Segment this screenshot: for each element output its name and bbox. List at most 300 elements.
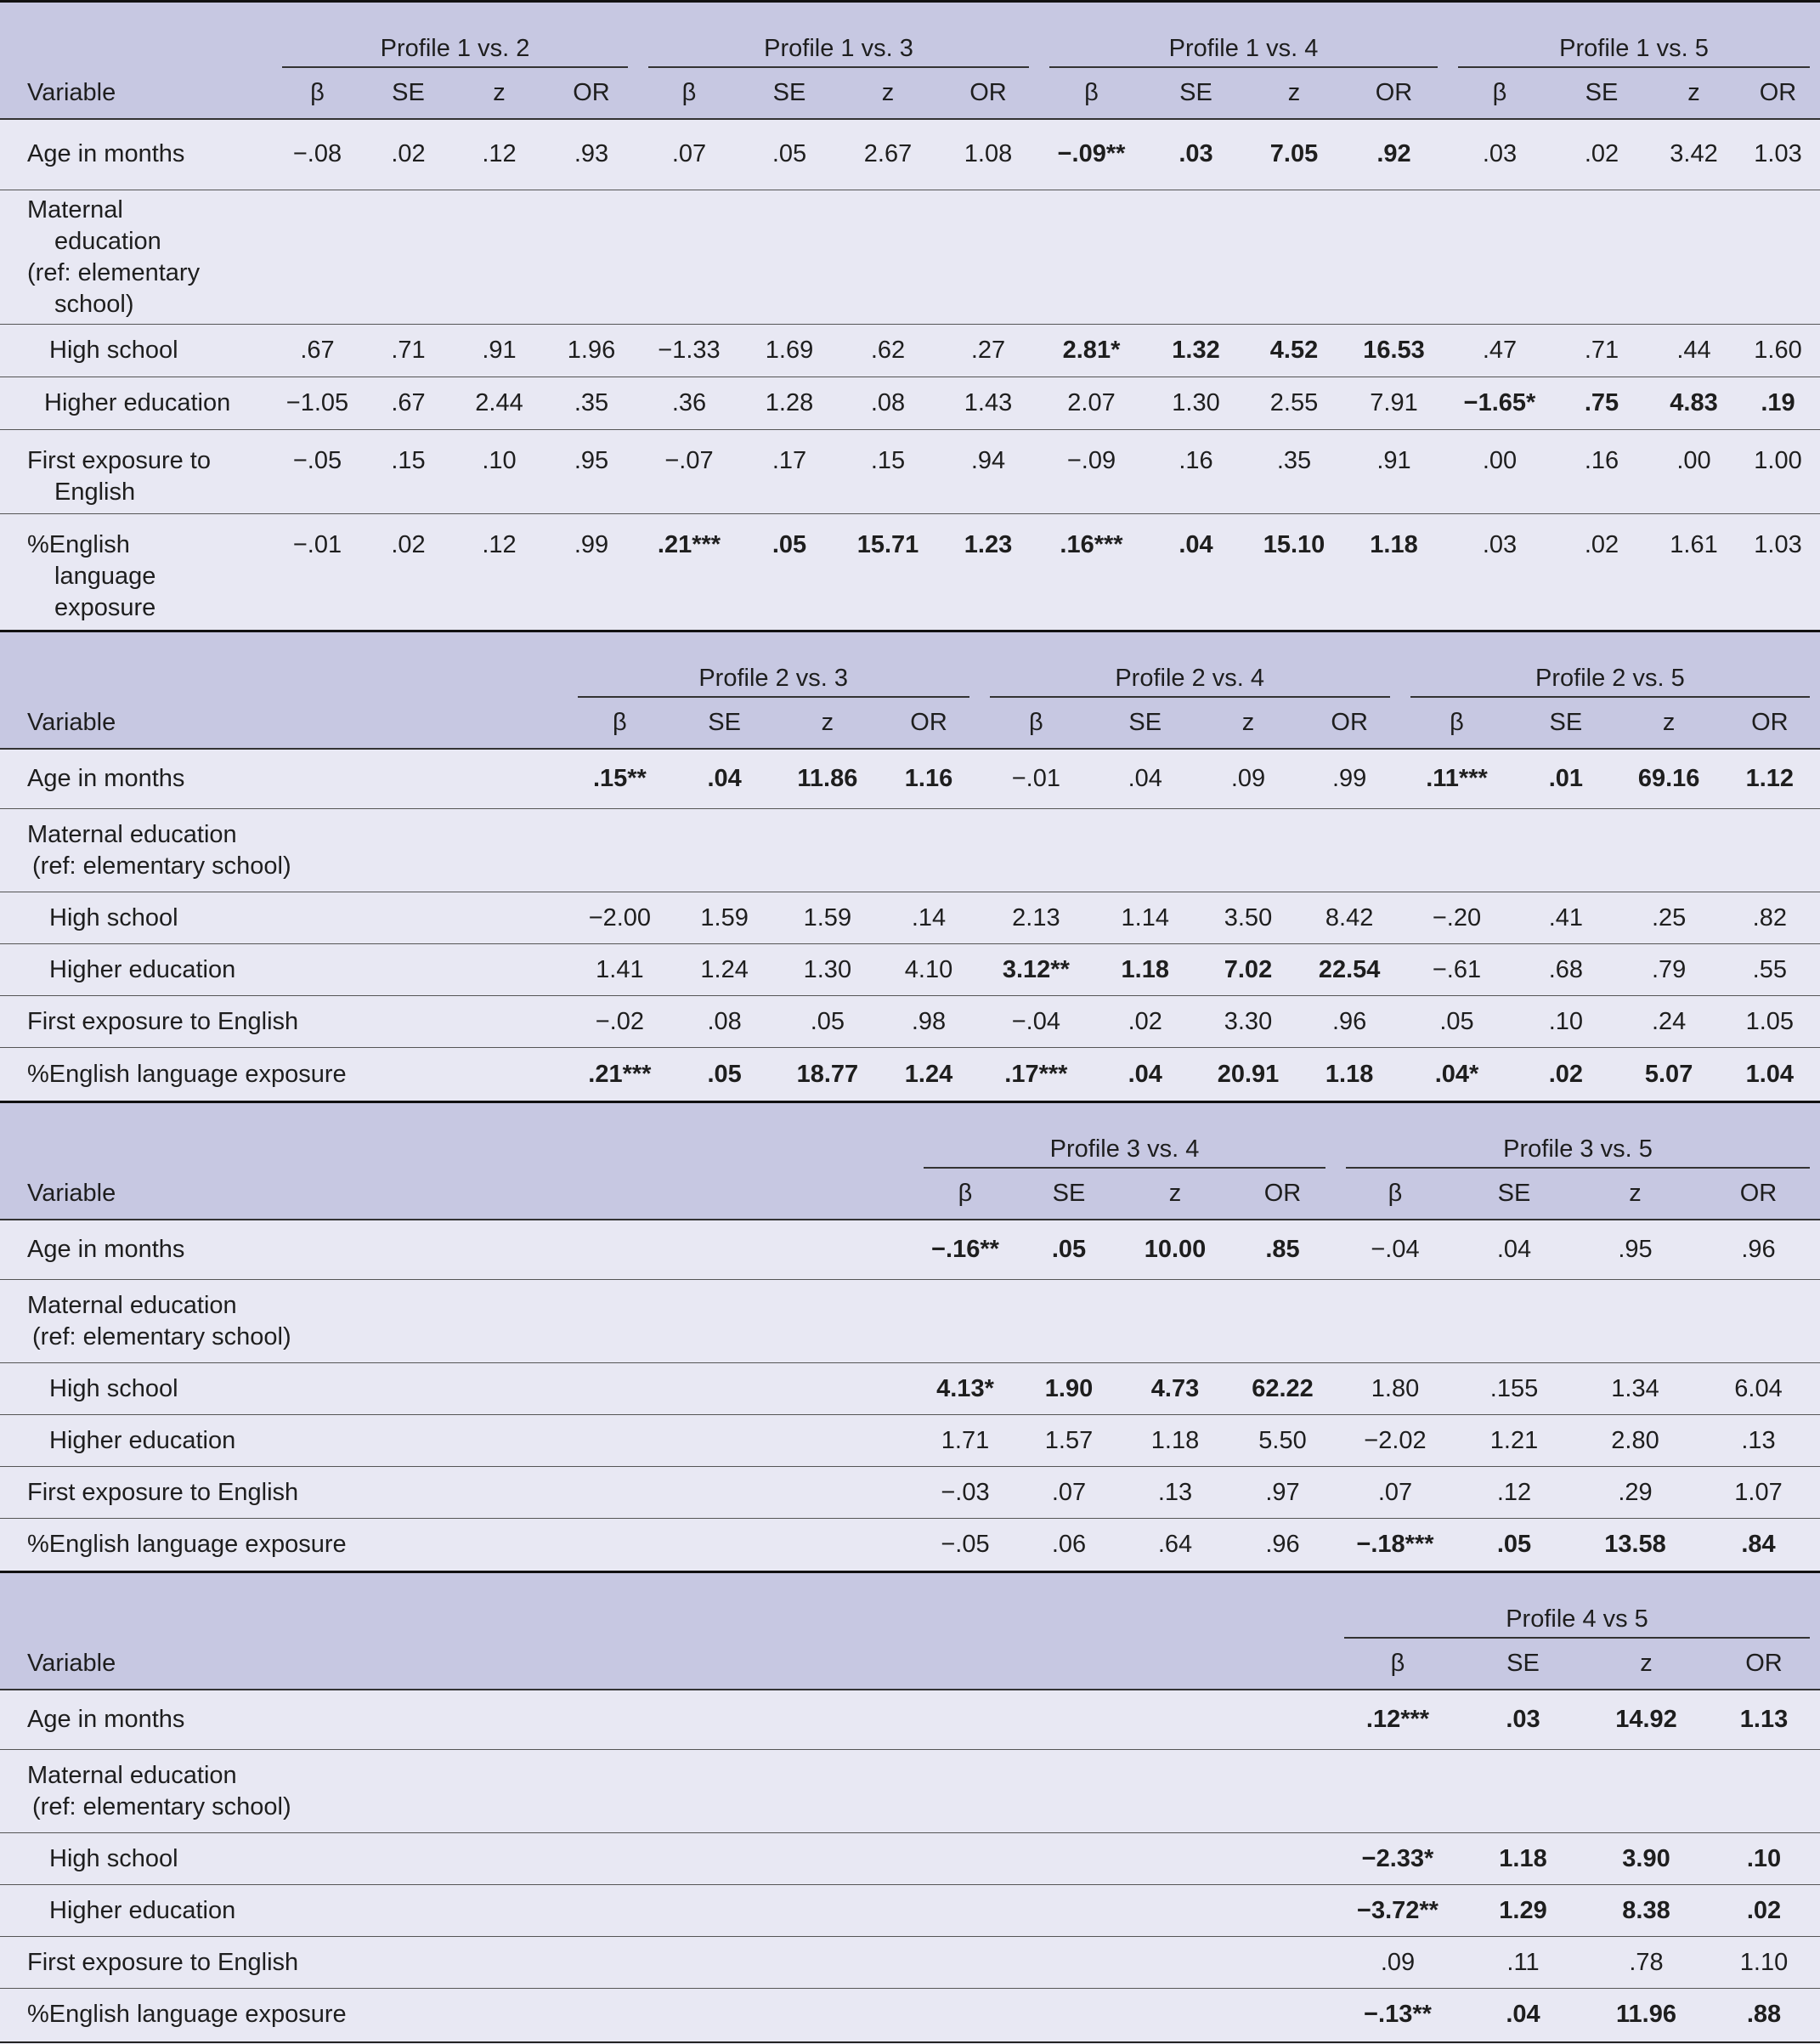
col-header: β — [1039, 68, 1144, 119]
table-row — [0, 1750, 1820, 1833]
cell: .85 — [1229, 1220, 1336, 1280]
table-row — [0, 996, 1820, 1048]
cell: .78 — [1585, 1937, 1708, 1989]
cell: .12 — [454, 119, 545, 190]
cell: .05 — [740, 514, 839, 633]
cell: 11.86 — [777, 749, 878, 809]
cell: 1.57 — [1017, 1415, 1121, 1467]
cell: .03 — [1448, 514, 1552, 633]
cell: 2.81* — [1039, 325, 1144, 377]
col-header: z — [839, 68, 937, 119]
col-header: SE — [1093, 698, 1197, 749]
cell: .04 — [1093, 749, 1197, 809]
cell: 1.34 — [1574, 1363, 1697, 1415]
cell: −.01 — [272, 514, 363, 633]
table-row — [0, 1989, 1820, 2042]
cell: 1.96 — [545, 325, 638, 377]
cell: 1.12 — [1720, 749, 1820, 809]
cell: −1.33 — [638, 325, 740, 377]
variable-header: Variable — [0, 1169, 913, 1220]
cell: 3.12** — [980, 944, 1094, 996]
col-header: OR — [1229, 1169, 1336, 1220]
table-row — [0, 430, 1820, 514]
cell: 2.67 — [839, 119, 937, 190]
cell: .21*** — [638, 514, 740, 633]
cell: .03 — [1461, 1690, 1585, 1750]
cell: .04* — [1400, 1048, 1514, 1102]
col-header: z — [1652, 68, 1736, 119]
table-row — [0, 1885, 1820, 1937]
col-header: OR — [1708, 1639, 1820, 1690]
cell: .09 — [1334, 1937, 1461, 1989]
col-header: OR — [878, 698, 979, 749]
cell: .05 — [672, 1048, 777, 1102]
col-header: OR — [1697, 1169, 1820, 1220]
cell: 3.50 — [1197, 892, 1298, 944]
cell: 2.44 — [454, 377, 545, 430]
cell: .03 — [1144, 119, 1248, 190]
cell: 1.30 — [777, 944, 878, 996]
col-header: β — [980, 698, 1094, 749]
cell: .02 — [1093, 996, 1197, 1048]
cell: 1.18 — [1340, 514, 1448, 633]
col-header: z — [777, 698, 878, 749]
cell: −.07 — [638, 430, 740, 514]
cell: .16 — [1552, 430, 1652, 514]
table-row — [0, 1220, 1820, 1280]
cell: 62.22 — [1229, 1363, 1336, 1415]
cell: .05 — [1455, 1519, 1574, 1572]
cell: .01 — [1513, 749, 1618, 809]
cell: .02 — [1708, 1885, 1820, 1937]
table-row — [0, 190, 1820, 325]
col-header: β — [1334, 1639, 1461, 1690]
cell: .71 — [363, 325, 454, 377]
cell: 1.23 — [937, 514, 1039, 633]
cell: 2.07 — [1039, 377, 1144, 430]
cell: .92 — [1340, 119, 1448, 190]
cell: .17 — [740, 430, 839, 514]
table-profile-2-comparisons — [0, 630, 1820, 1103]
group-header: Profile 2 vs. 4 — [980, 631, 1400, 698]
cell: 4.10 — [878, 944, 979, 996]
cell: 4.13* — [913, 1363, 1017, 1415]
cell: 1.59 — [672, 892, 777, 944]
cell: −2.00 — [568, 892, 672, 944]
row-label: Maternal education (ref: elementary school) — [0, 190, 272, 325]
cell: .02 — [363, 514, 454, 633]
row-label: Higher education — [0, 377, 272, 430]
cell: 1.71 — [913, 1415, 1017, 1467]
cell: −.13** — [1334, 1989, 1461, 2042]
col-header: z — [1619, 698, 1720, 749]
cell: 1.13 — [1708, 1690, 1820, 1750]
cell: 1.24 — [878, 1048, 979, 1102]
col-header: SE — [1552, 68, 1652, 119]
row-label: Age in months — [0, 1690, 1334, 1750]
cell: .55 — [1720, 944, 1820, 996]
cell: 1.43 — [937, 377, 1039, 430]
col-header: β — [913, 1169, 1017, 1220]
cell: −.16** — [913, 1220, 1017, 1280]
col-header: SE — [1513, 698, 1618, 749]
cell: .12 — [1455, 1467, 1574, 1519]
cell: .04 — [1461, 1989, 1585, 2042]
cell: .04 — [1144, 514, 1248, 633]
col-header: SE — [363, 68, 454, 119]
table-row — [0, 892, 1820, 944]
cell: .97 — [1229, 1467, 1336, 1519]
cell: −.20 — [1400, 892, 1514, 944]
col-header: β — [1448, 68, 1552, 119]
row-label: Age in months — [0, 1220, 913, 1280]
row-label: Higher education — [0, 944, 568, 996]
cell: −.08 — [272, 119, 363, 190]
cell: .35 — [545, 377, 638, 430]
cell: .79 — [1619, 944, 1720, 996]
cell: 1.59 — [777, 892, 878, 944]
cell: 5.07 — [1619, 1048, 1720, 1102]
cell: 3.42 — [1652, 119, 1736, 190]
cell: 2.55 — [1248, 377, 1340, 430]
row-label: Maternal education (ref: elementary school) — [0, 809, 568, 892]
variable-header: Variable — [0, 698, 568, 749]
cell: .00 — [1448, 430, 1552, 514]
cell: 1.30 — [1144, 377, 1248, 430]
cell: .95 — [545, 430, 638, 514]
cell: 1.18 — [1461, 1833, 1585, 1885]
cell: 3.90 — [1585, 1833, 1708, 1885]
col-header: SE — [672, 698, 777, 749]
cell: .68 — [1513, 944, 1618, 996]
cell: 1.29 — [1461, 1885, 1585, 1937]
col-header: z — [1248, 68, 1340, 119]
row-label: Age in months — [0, 749, 568, 809]
cell: .96 — [1299, 996, 1400, 1048]
cell: .05 — [740, 119, 839, 190]
cell: 1.21 — [1455, 1415, 1574, 1467]
cell: 15.10 — [1248, 514, 1340, 633]
cell: .27 — [937, 325, 1039, 377]
table-row — [0, 1937, 1820, 1989]
cell: .91 — [454, 325, 545, 377]
cell: −.04 — [980, 996, 1094, 1048]
cell: −.04 — [1336, 1220, 1455, 1280]
cell: .15** — [568, 749, 672, 809]
row-label: High school — [0, 1833, 1334, 1885]
cell: .47 — [1448, 325, 1552, 377]
cell: 1.16 — [878, 749, 979, 809]
cell: 6.04 — [1697, 1363, 1820, 1415]
group-header: Profile 1 vs. 2 — [272, 2, 638, 68]
cell: .07 — [1017, 1467, 1121, 1519]
col-header: OR — [937, 68, 1039, 119]
row-label: %English language exposure — [0, 1048, 568, 1102]
cell: .96 — [1697, 1220, 1820, 1280]
cell: −.18*** — [1336, 1519, 1455, 1572]
col-header: OR — [1720, 698, 1820, 749]
col-header: z — [454, 68, 545, 119]
table-row — [0, 377, 1820, 430]
cell: .08 — [839, 377, 937, 430]
cell: .13 — [1697, 1415, 1820, 1467]
variable-header: Variable — [0, 68, 272, 119]
cell: .02 — [1552, 514, 1652, 633]
cell: 1.28 — [740, 377, 839, 430]
cell: 7.91 — [1340, 377, 1448, 430]
cell: .71 — [1552, 325, 1652, 377]
cell: .05 — [777, 996, 878, 1048]
cell: .15 — [363, 430, 454, 514]
group-header: Profile 2 vs. 3 — [568, 631, 980, 698]
cell: .35 — [1248, 430, 1340, 514]
cell: .16*** — [1039, 514, 1144, 633]
col-header: OR — [1299, 698, 1400, 749]
table-row — [0, 1280, 1820, 1363]
cell: 2.80 — [1574, 1415, 1697, 1467]
cell: 7.05 — [1248, 119, 1340, 190]
cell: .10 — [454, 430, 545, 514]
cell: .99 — [545, 514, 638, 633]
cell: .21*** — [568, 1048, 672, 1102]
table-profile-4-comparisons — [0, 1571, 1820, 2043]
cell: .15 — [839, 430, 937, 514]
cell: 1.14 — [1093, 892, 1197, 944]
cell: 1.18 — [1093, 944, 1197, 996]
table-row — [0, 119, 1820, 190]
group-header: Profile 3 vs. 4 — [913, 1102, 1336, 1169]
cell: .67 — [272, 325, 363, 377]
table-row — [0, 944, 1820, 996]
cell: −.05 — [272, 430, 363, 514]
cell: .95 — [1574, 1220, 1697, 1280]
cell: .93 — [545, 119, 638, 190]
cell: 2.13 — [980, 892, 1094, 944]
row-label: Higher education — [0, 1885, 1334, 1937]
cell: .10 — [1513, 996, 1618, 1048]
cell: .29 — [1574, 1467, 1697, 1519]
table-row — [0, 1833, 1820, 1885]
group-header: Profile 1 vs. 4 — [1039, 2, 1448, 68]
cell: −1.65* — [1448, 377, 1552, 430]
cell: 1.08 — [937, 119, 1039, 190]
col-header: β — [568, 698, 672, 749]
cell: −2.33* — [1334, 1833, 1461, 1885]
cell: 1.61 — [1652, 514, 1736, 633]
cell: .94 — [937, 430, 1039, 514]
cell: .82 — [1720, 892, 1820, 944]
cell: −.09** — [1039, 119, 1144, 190]
col-header: β — [1400, 698, 1514, 749]
cell: .02 — [1513, 1048, 1618, 1102]
cell: .64 — [1121, 1519, 1229, 1572]
cell: 15.71 — [839, 514, 937, 633]
cell: .07 — [1336, 1467, 1455, 1519]
cell: 1.04 — [1720, 1048, 1820, 1102]
table-row — [0, 1690, 1820, 1750]
row-label: Maternal education (ref: elementary school) — [0, 1280, 913, 1363]
row-label: First exposure to English — [0, 430, 272, 514]
row-label: Maternal education (ref: elementary school) — [0, 1750, 1334, 1833]
cell: 1.90 — [1017, 1363, 1121, 1415]
cell: .04 — [1093, 1048, 1197, 1102]
group-header: Profile 4 vs 5 — [1334, 1572, 1820, 1639]
col-header: SE — [740, 68, 839, 119]
cell: .03 — [1448, 119, 1552, 190]
cell: .04 — [672, 749, 777, 809]
row-label: Higher education — [0, 1415, 913, 1467]
cell: 4.83 — [1652, 377, 1736, 430]
cell: 14.92 — [1585, 1690, 1708, 1750]
cell: .16 — [1144, 430, 1248, 514]
cell: 1.05 — [1720, 996, 1820, 1048]
cell: .75 — [1552, 377, 1652, 430]
cell: .96 — [1229, 1519, 1336, 1572]
row-label: %English language exposure — [0, 1519, 913, 1572]
table-row — [0, 1467, 1820, 1519]
variable-header: Variable — [0, 1639, 1334, 1690]
col-header: β — [638, 68, 740, 119]
row-label: Age in months — [0, 119, 272, 190]
table-profile-3-comparisons — [0, 1101, 1820, 1573]
cell: .36 — [638, 377, 740, 430]
table-row — [0, 325, 1820, 377]
cell: −.03 — [913, 1467, 1017, 1519]
row-label: %English language exposure — [0, 514, 272, 633]
table-profile-1-comparisons — [0, 0, 1820, 634]
col-header: z — [1121, 1169, 1229, 1220]
cell: 3.30 — [1197, 996, 1298, 1048]
cell: 20.91 — [1197, 1048, 1298, 1102]
table-row — [0, 514, 1820, 633]
cell: 10.00 — [1121, 1220, 1229, 1280]
col-header: SE — [1144, 68, 1248, 119]
cell: 13.58 — [1574, 1519, 1697, 1572]
cell: −.61 — [1400, 944, 1514, 996]
cell: .12*** — [1334, 1690, 1461, 1750]
col-header: z — [1574, 1169, 1697, 1220]
col-header: z — [1197, 698, 1298, 749]
cell: .19 — [1736, 377, 1820, 430]
cell: .00 — [1652, 430, 1736, 514]
cell: 1.24 — [672, 944, 777, 996]
cell: 7.02 — [1197, 944, 1298, 996]
cell: .05 — [1400, 996, 1514, 1048]
cell: .02 — [1552, 119, 1652, 190]
cell: .07 — [638, 119, 740, 190]
cell: 18.77 — [777, 1048, 878, 1102]
col-header: β — [1336, 1169, 1455, 1220]
cell: 4.73 — [1121, 1363, 1229, 1415]
cell: .04 — [1455, 1220, 1574, 1280]
group-header: Profile 1 vs. 3 — [638, 2, 1039, 68]
cell: 4.52 — [1248, 325, 1340, 377]
cell: .09 — [1197, 749, 1298, 809]
col-header: SE — [1455, 1169, 1574, 1220]
table-row — [0, 1363, 1820, 1415]
col-header: OR — [545, 68, 638, 119]
col-header: OR — [1340, 68, 1448, 119]
cell: 1.18 — [1121, 1415, 1229, 1467]
table-row — [0, 809, 1820, 892]
cell: 22.54 — [1299, 944, 1400, 996]
col-header: β — [272, 68, 363, 119]
cell: 1.32 — [1144, 325, 1248, 377]
cell: .98 — [878, 996, 979, 1048]
row-label: High school — [0, 325, 272, 377]
table-row — [0, 749, 1820, 809]
cell: .14 — [878, 892, 979, 944]
row-label: First exposure to English — [0, 996, 568, 1048]
cell: 69.16 — [1619, 749, 1720, 809]
cell: 11.96 — [1585, 1989, 1708, 2042]
cell: .91 — [1340, 430, 1448, 514]
cell: .05 — [1017, 1220, 1121, 1280]
cell: .06 — [1017, 1519, 1121, 1572]
cell: −2.02 — [1336, 1415, 1455, 1467]
cell: .02 — [363, 119, 454, 190]
cell: −.05 — [913, 1519, 1017, 1572]
table-row — [0, 1048, 1820, 1102]
row-label: First exposure to English — [0, 1467, 913, 1519]
cell: 1.10 — [1708, 1937, 1820, 1989]
cell: 1.03 — [1736, 514, 1820, 633]
cell: 16.53 — [1340, 325, 1448, 377]
cell: 1.41 — [568, 944, 672, 996]
cell: .08 — [672, 996, 777, 1048]
cell: 1.60 — [1736, 325, 1820, 377]
table-row — [0, 1415, 1820, 1467]
group-header: Profile 2 vs. 5 — [1400, 631, 1820, 698]
cell: .44 — [1652, 325, 1736, 377]
cell: .13 — [1121, 1467, 1229, 1519]
col-header: SE — [1461, 1639, 1585, 1690]
group-header: Profile 1 vs. 5 — [1448, 2, 1820, 68]
cell: .99 — [1299, 749, 1400, 809]
cell: −3.72** — [1334, 1885, 1461, 1937]
group-header: Profile 3 vs. 5 — [1336, 1102, 1820, 1169]
row-label: High school — [0, 892, 568, 944]
cell: .10 — [1708, 1833, 1820, 1885]
row-label: High school — [0, 1363, 913, 1415]
cell: 1.18 — [1299, 1048, 1400, 1102]
cell: .41 — [1513, 892, 1618, 944]
cell: 1.80 — [1336, 1363, 1455, 1415]
cell: .84 — [1697, 1519, 1820, 1572]
cell: .88 — [1708, 1989, 1820, 2042]
cell: −1.05 — [272, 377, 363, 430]
cell: −.09 — [1039, 430, 1144, 514]
cell: .11*** — [1400, 749, 1514, 809]
cell: 8.42 — [1299, 892, 1400, 944]
cell: 1.00 — [1736, 430, 1820, 514]
table-row — [0, 1519, 1820, 1572]
cell: 5.50 — [1229, 1415, 1336, 1467]
cell: 1.03 — [1736, 119, 1820, 190]
cell: 8.38 — [1585, 1885, 1708, 1937]
row-label: %English language exposure — [0, 1989, 1334, 2042]
col-header: SE — [1017, 1169, 1121, 1220]
cell: .67 — [363, 377, 454, 430]
row-label: First exposure to English — [0, 1937, 1334, 1989]
cell: .12 — [454, 514, 545, 633]
cell: .155 — [1455, 1363, 1574, 1415]
cell: .24 — [1619, 996, 1720, 1048]
col-header: OR — [1736, 68, 1820, 119]
cell: .11 — [1461, 1937, 1585, 1989]
cell: .17*** — [980, 1048, 1094, 1102]
cell: −.01 — [980, 749, 1094, 809]
